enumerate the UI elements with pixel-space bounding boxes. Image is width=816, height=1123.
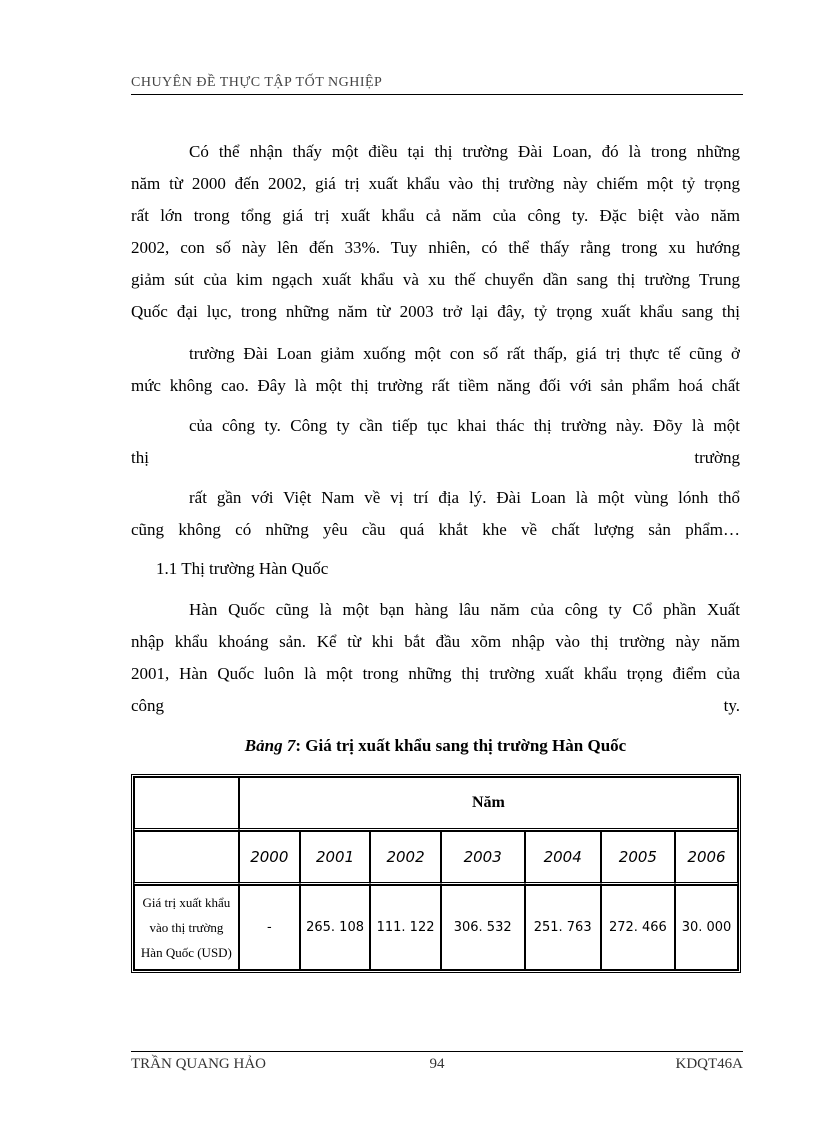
page-header xyxy=(131,72,743,95)
year-cell: 2000 xyxy=(239,831,300,885)
export-table xyxy=(131,774,741,973)
table-caption-text: : Giá trị xuất khẩu sang thị trường Hàn Quốc xyxy=(295,736,627,755)
value-cell: 111. 122 xyxy=(370,885,440,970)
text-line: thị trường xyxy=(131,448,740,467)
text-line: năm từ 2000 đến 2002, giá trị xuất khẩu vào thị trường này chiếm một tỷ trọng xyxy=(131,174,740,193)
value-cell: 30. 000 xyxy=(675,885,738,970)
table-header-year: Năm xyxy=(239,777,738,831)
year-cell: 2002 xyxy=(370,831,440,885)
table-caption xyxy=(131,736,740,756)
footer-page-number: 94 xyxy=(429,1056,445,1072)
footer-author: TRẦN QUANG HẢO xyxy=(131,1056,266,1072)
text-line: Quốc đại lục, trong những năm từ 2003 trở lại đây, tỷ trọng xuất khẩu sang thị xyxy=(131,302,740,321)
footer-class: KDQT46A xyxy=(675,1056,743,1072)
text-line: 2002, con số này lên đến 33%. Tuy nhiên, có thể thấy rằng trong xu hướng xyxy=(131,238,740,257)
text-line: mức không cao. Đây là một thị trường rất tiềm năng đối với sản phẩm hoá chất xyxy=(131,376,740,395)
text-line: Hàn Quốc cũng là một bạn hàng lâu năm của công ty Cổ phần Xuất xyxy=(189,600,740,619)
row-label: Giá trị xuất khẩu vào thị trường Hàn Quốc (USD) xyxy=(134,885,239,970)
text-line: Có thể nhận thấy một điều tại thị trường Đài Loan, đó là trong những xyxy=(189,142,740,161)
text-line: rất lớn trong tổng giá trị xuất khẩu cả năm của công ty. Đặc biệt vào năm xyxy=(131,206,740,225)
table-caption-label: Bảng 7 xyxy=(244,736,296,755)
year-cell: 2005 xyxy=(601,831,675,885)
text-line: nhập khẩu khoáng sản. Kể từ khi bắt đầu xõm nhập vào thị trường này năm xyxy=(131,632,740,651)
text-line: công ty. xyxy=(131,696,740,715)
paragraph-taiwan-1 xyxy=(131,136,740,328)
text-line: giảm sút của kim ngạch xuất khẩu và xu thế chuyển dần sang thị trường Trung xyxy=(131,270,740,289)
paragraph-taiwan-4 xyxy=(131,482,740,546)
year-cell: 2001 xyxy=(300,831,370,885)
paragraph-taiwan-2 xyxy=(131,338,740,402)
header-title: CHUYÊN ĐỀ THỰC TẬP TỐT NGHIỆP xyxy=(131,75,383,90)
value-cell: 251. 763 xyxy=(525,885,601,970)
value-cell: 272. 466 xyxy=(601,885,675,970)
paragraph-korea xyxy=(131,594,740,722)
table-year-label-cell xyxy=(134,831,239,885)
table-corner-cell xyxy=(134,777,239,831)
year-cell: 2006 xyxy=(675,831,738,885)
paragraph-taiwan-3 xyxy=(131,410,740,474)
year-cell: 2003 xyxy=(441,831,525,885)
value-cell: 306. 532 xyxy=(441,885,525,970)
value-cell: - xyxy=(239,885,300,970)
text-line: trường Đài Loan giảm xuống một con số rất thấp, giá trị thực tế cũng ở xyxy=(189,344,740,363)
section-heading: 1.1 Thị trường Hàn Quốc xyxy=(156,559,329,578)
year-cell: 2004 xyxy=(525,831,601,885)
page-footer xyxy=(131,1051,743,1076)
text-line: cũng không có những yêu cầu quá khắt khe về chất lượng sản phẩm… xyxy=(131,520,740,539)
text-line: 2001, Hàn Quốc luôn là một trong những thị trường xuất khẩu trọng điểm của xyxy=(131,664,740,683)
text-line: rất gần với Việt Nam về vị trí địa lý. Đài Loan là một vùng lónh thổ xyxy=(189,488,740,507)
value-cell: 265. 108 xyxy=(300,885,370,970)
text-line: của công ty. Công ty cần tiếp tục khai thác thị trường này. Đõy là một xyxy=(189,416,740,435)
